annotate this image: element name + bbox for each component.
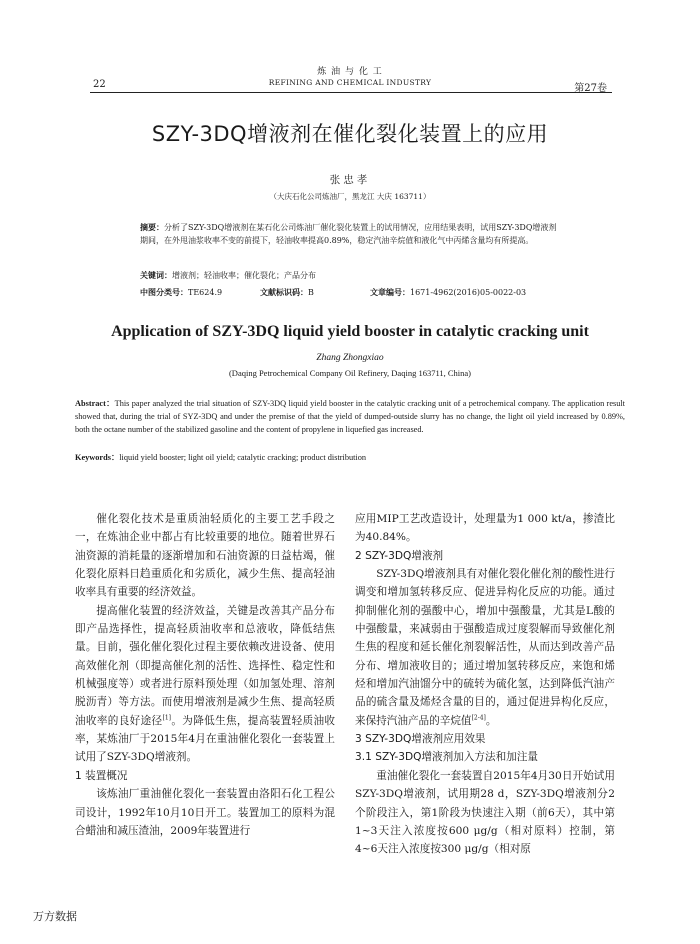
body-text: 。 (485, 714, 497, 727)
body-paragraph: 催化裂化技术是重质油轻质化的主要工艺手段之一，在炼油企业中都占有比较重要的地位。随着世界石油资源的消耗量的逐渐增加和石油资源的日益枯竭，催化裂化原料日趋重质化和劣质化，减少生焦、提高轻油收率具有重要的经济效益。 (75, 513, 335, 599)
keywords-cn-text: 增液剂；轻油收率；催化裂化；产品分布 (172, 271, 316, 280)
body-paragraph (75, 602, 335, 767)
body-column-left (75, 510, 335, 840)
body-paragraph: 重油催化裂化一套装置自2015年4月30日开始试用SZY-3DQ增液剂，试用期28 d，SZY-3DQ增液剂分2个阶段注入，第1阶段为快速注入期（前6天），其中第1~3天注入浓度按600 μg/g（相对原料）控制，第4~6天注入浓度按300 μg/g（相对原 (355, 769, 615, 856)
abstract-en-text: This paper analyzed the trial situation of SZY-3DQ liquid yield booster in the catalytic cracking unit of a petrochemical company. The application result showed that, during the trial of SYZ-3DQ and under the premise of that the yield of dumped-outside slurry has no change, the light oil yield increased by 0.89%, both the octane number of the stabilized gasoline and the content of propylene in liquefied gas increased. (75, 399, 625, 435)
abstract-cn-text: 分析了SZY-3DQ增液剂在某石化公司炼油厂催化裂化装置上的试用情况，应用结果表明，试用SZY-3DQ增液剂期间，在外甩油浆收率不变的前提下，轻油收率提高0.89%，稳定汽油辛烷值和液化气中丙烯含量均有所提高。 (140, 223, 557, 246)
keywords-cn-label: 关键词： (140, 271, 172, 280)
citation-ref: [1] (162, 714, 171, 722)
abstract-cn (140, 221, 560, 248)
article-no-label: 文章编号： (370, 288, 410, 297)
article-no-value: 1671-4962(2016)05-0022-03 (410, 288, 527, 297)
body-paragraph: 该炼油厂重油催化裂化一套装置由洛阳石化工程公司设计，1992年10月10日开工。装置加工的原料为混合蜡油和减压渣油，2009年装置进行 (75, 788, 335, 837)
author-cn: 张忠孝 (329, 174, 371, 186)
classification-row (140, 286, 560, 299)
journal-name-cn: 炼 油 与 化 工 (317, 67, 383, 77)
affiliation-cn: （大庆石化公司炼油厂，黑龙江 大庆 163711） (269, 192, 431, 201)
abstract-en (75, 397, 625, 437)
keywords-en-label: Keywords： (75, 453, 120, 462)
citation-ref: [2-4] (471, 714, 486, 722)
section-heading: 2 SZY-3DQ增液剂 (355, 549, 444, 562)
body-text: SZY-3DQ增液剂具有对催化裂化催化剂的酸性进行调变和增加氢转移反应、促进异构化反应的功能。通过抑制催化剂的强酸中心，增加中强酸量，尤其是L酸的中强酸量，来减弱由于强酸造成过度裂解而导致催化剂生焦的程度和延长催化剂裂解活性，从而达到改善产品分布、增加液收目的；通过增加氢转移反应，来饱和烯烃和增加汽油馏分中的硫转为硫化氢，达到降低汽油产品的硫含量及烯烃含量的目的，通过促进异构化反应，来保持汽油产品的辛烷值 (355, 568, 615, 727)
section-heading: 1 装置概况 (75, 769, 128, 782)
body-paragraph: 应用MIP工艺改造设计，处理量为1 000 kt/a，掺渣比为40.84%。 (355, 513, 615, 544)
watermark: 万方数据 (33, 910, 77, 923)
doc-code-value: B (308, 288, 314, 297)
keywords-en-text: liquid yield booster; light oil yield; catalytic cracking; product distribution (119, 453, 367, 462)
abstract-en-label: Abstract： (75, 399, 115, 408)
body-column-right (355, 510, 615, 859)
clc-label: 中图分类号： (140, 288, 188, 297)
clc-value: TE624.9 (188, 288, 223, 297)
body-text: 。为降低生焦，提高装置轻质油收率，某炼油厂于2015年4月在重油催化裂化一套装置上试用了SZY-3DQ增液剂。 (75, 714, 336, 764)
volume-label: 第27卷 (574, 83, 607, 94)
subsection-heading: 3.1 SZY-3DQ增液剂加入方法和加注量 (355, 751, 538, 764)
keywords-cn (140, 269, 560, 282)
header-rule (90, 92, 612, 93)
body-text: 提高催化装置的经济效益，关键是改善其产品分布即产品选择性，提高轻质油收率和总液收，降低结焦量。目前，强化催化裂化过程主要依赖改进设备、使用高效催化剂（即提高催化剂的活性、选择性、稳定性和机械强度等）或者进行原料预处理（如加氢处理、溶剂脱沥青）等方法。而使用增液剂是减少生焦、提高轻质油收率的良好途径 (75, 604, 335, 727)
doc-code-label: 文献标识码： (260, 288, 308, 297)
keywords-en (75, 451, 625, 463)
author-en: Zhang Zhongxiao (316, 353, 384, 363)
journal-name-en: REFINING AND CHEMICAL INDUSTRY (268, 78, 432, 87)
title-cn: SZY-3DQ增液剂在催化裂化装置上的应用 (151, 122, 549, 146)
section-heading: 3 SZY-3DQ增液剂应用效果 (355, 733, 486, 746)
title-en: Application of SZY-3DQ liquid yield booster in catalytic cracking unit (111, 323, 589, 340)
affiliation-en: (Daqing Petrochemical Company Oil Refinery, Daqing 163711, China) (228, 368, 472, 378)
body-paragraph (355, 565, 615, 730)
page-number: 22 (93, 79, 106, 90)
abstract-cn-label: 摘要： (140, 223, 164, 232)
